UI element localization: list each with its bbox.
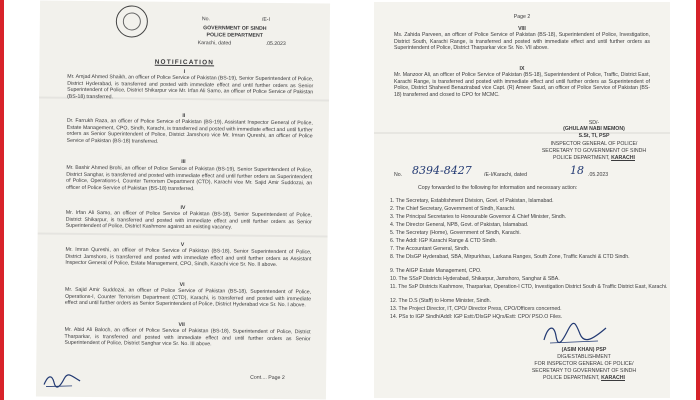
- left-red-border: [0, 0, 4, 400]
- signatory-place: KARACHI: [611, 155, 635, 161]
- place-date: Karachi, dated: [197, 40, 232, 47]
- item-number: VI: [179, 281, 185, 289]
- recipient-item: 7. The Accountant General, Sindh.: [390, 246, 470, 252]
- paper-fold: [38, 232, 328, 237]
- item-text: Dr. Farrukh Raza, an officer of Police Service of Pakistan (BS-19), Assistant Inspector General of Police, Estate Management, CPO, Sindh, Karachi, is transferred and posted with immediate effect and until further orders as Senior Superintendent of Police, District Jamshoro vice Mr. Imran Qureshi, an officer of Police Service of Pakistan (BS-18) transferred.: [66, 117, 313, 145]
- recipient-item: 8. The DIsGP Hyderabad, SBA, Mirpurkhas, Larkana Ranges, South Zone, Traffic Karachi & CTD Sindh.: [390, 254, 630, 260]
- item-text: Mr. Imran Qureshi, an officer of Police Service of Pakistan (BS-18), Senior Superintendent of Police, District Jamshoro, is transferred and posted with immediate effect and until further orders as Assistant Inspector General of Police, Estate Management, CPO, Sindh, Karachi vice Sr. No. II above.: [65, 246, 312, 269]
- signatory-dept: POLICE DEPARTMENT,: [553, 155, 612, 161]
- signatory-title-1: INSPECTOR GENERAL OF POLICE/: [550, 141, 638, 147]
- ref-no-label: No.: [201, 16, 211, 23]
- signature-title-1: DIG/ESTABLISHMENT: [557, 354, 611, 360]
- recipient-item: 1. The Secretary, Establishment Division, Govt. of Pakistan, Islamabad.: [390, 198, 554, 204]
- signature-place: KARACHI: [601, 375, 625, 381]
- continued-note: Cont.... Page 2: [250, 374, 285, 382]
- copy-intro: Copy forwarded to the following for information and necessary action:: [418, 185, 578, 191]
- item-text: Mr. Bashir Ahmed Brohi, an officer of Police Service of Pakistan (BS-19), Senior Superintendent of Police, District Sanghar, is transferred and posted with immediate effect and until further orders as Superintendent of Police, Operations-I, Counter Terrorism Department (CTD), Karachi vice Mr. Sajid Amir Suddozai, an officer of Police Service of Pakistan (BS-18) transferred.: [66, 164, 313, 192]
- item-text: Ms. Zahida Parveen, an officer of Police Service of Pakistan (BS-18), Superintendent of Police, Investigation, District South, Karachi Range, is transferred and posted with immediate effect and until further orders as Superintendent of Police, District Tharparkar vice Sr. No. VII above.: [394, 32, 650, 52]
- handwritten-initials-signature: [42, 371, 82, 389]
- item-number: V: [180, 241, 185, 249]
- signature-title-2: FOR INSPECTOR GENERAL OF POLICE/: [534, 361, 634, 367]
- recipient-item: 10. The SSsP Districts Hyderabad, Shikarpur, Jamshoro, Sanghar & SBA.: [390, 276, 560, 282]
- place-date-suffix: .05.2023: [265, 40, 286, 48]
- item-number: VII: [178, 321, 185, 329]
- signed-marker: SD/-: [588, 120, 600, 126]
- number-line-middle: /E-I/Karachi, dated: [484, 172, 527, 178]
- document-title: NOTIFICATION: [154, 58, 215, 67]
- org-line-1: GOVERNMENT OF SINDH: [203, 25, 267, 32]
- signature-title-4: [504, 375, 664, 382]
- item-number: IV: [180, 204, 186, 212]
- item-number: IX: [519, 66, 525, 72]
- recipient-item: 9. The AIGP Estate Management, CPO.: [390, 268, 482, 274]
- recipient-item: 6. The Addl: IGP Karachi Range & CTD Sindh.: [390, 238, 497, 244]
- item-text: Mr. Irfan Ali Samo, an officer of Police Service of Pakistan (BS-18), Senior Superintendent of Police, District Shikarpur, is transferred and posted with immediate effect and until further orders as Senior Superintendent of Police, District Kashmore against an existing vacancy.: [65, 209, 312, 231]
- recipient-item: 3. The Principal Secretaries to Honourable Governor & Chief Minister, Sindh.: [390, 214, 567, 220]
- handwritten-day: 18: [570, 164, 584, 177]
- recipient-item: 5. The Secretary (Home), Government of Sindh, Karachi.: [390, 230, 521, 236]
- recipient-item: 12. The D.S (Staff) to Home Minister, Sindh.: [390, 298, 492, 304]
- item-text: Mr. Sajid Amir Suddozai, an officer of Police Service of Pakistan (BS-18), Superintendent of Police, Operations-I, Counter Terrorism Department (CTD), Karachi, is transferred and posted with immediate effect and until further orders as Senior Superintendent of Police, District Hyderabad vice Sr. No. I above.: [64, 286, 312, 309]
- recipient-item: 14. PSs to IGP Sindh/Addl: IGP Estt:/DIsGP HQrs/Estt: CPO/ PSO.O Files.: [390, 314, 563, 320]
- recipient-item: 4. The Director General, NPB, Govt. of Pakistan, Islamabad.: [390, 222, 529, 228]
- signature-dept: POLICE DEPARTMENT,: [543, 375, 602, 381]
- signatory-name: (GHULAM NABI MEMON): [563, 126, 625, 132]
- right-red-border: [696, 0, 700, 400]
- handwritten-signature: [540, 320, 610, 346]
- number-label: No.: [394, 172, 403, 178]
- item-number: III: [181, 158, 186, 166]
- handwritten-dispatch-number: 8394-8427: [412, 164, 472, 177]
- item-text: Mr. Amjad Ahmed Shaikh, an officer of Police Service of Pakistan (BS-19), Senior Superintendent of Police, District Hyderabad, is transferred and posted with immediate effect and until further orders as Senior Superintendent of Police, District Shikarpur vice Mr. Irfan Ali Samo, an officer of Police Service of Pakistan (BS-18) transferred.: [67, 73, 314, 101]
- page-number: Page 2: [513, 14, 531, 20]
- org-line-2: POLICE DEPARTMENT: [206, 32, 263, 39]
- government-seal-icon: [116, 5, 148, 37]
- ref-no-suffix: /E-I: [261, 16, 271, 23]
- recipient-item: 11. The SsP Districts Kashmore, Tharparkar, Operation-I CTD, Investigation District South & Traffic District East, Karachi.: [390, 284, 668, 290]
- item-number: II: [182, 112, 186, 120]
- notification-page-1: [36, 0, 330, 399]
- item-text: Mr. Abid Ali Baloch, an officer of Police Service of Pakistan (BS-18), Superintendent of Police, District Tharparkar, is transferred and posted with immediate effect and until further orders as Senior Superintendent of Police, District Sanghar vice Sr. No. III above.: [64, 326, 311, 348]
- item-number: VIII: [518, 26, 526, 32]
- item-number: I: [183, 68, 186, 76]
- number-date-suffix: .05.2023: [588, 172, 609, 178]
- signature-name: (ASIM KHAN) PSP: [561, 347, 607, 353]
- recipient-item: 13. The Project Director, IT, CPO/ Director Press, CPO/Officers concerned.: [390, 306, 562, 312]
- signatory-title-3: [524, 155, 664, 162]
- item-text: Mr. Manzoor Ali, an officer of Police Service of Pakistan (BS-18), Superintendent of Police, Traffic, District East, Karachi Range, is transferred and posted with immediate effect and until further orders as Superintendent of Police, District Shaheed Benazirabad vice Capt. (R) Ameer Saud, an officer of Police Service of Pakistan (BS-18) transferred and closed to CPO for MCMC.: [394, 72, 650, 98]
- recipient-item: 2. The Chief Secretary, Government of Sindh, Karachi.: [390, 206, 516, 212]
- notification-page-2: [374, 2, 670, 398]
- signature-title-3: SECRETARY TO GOVERNMENT OF SINDH: [531, 368, 637, 374]
- signatory-honours: S.St, TI, PSP: [578, 133, 610, 139]
- signatory-title-2: SECRETARY TO GOVERNMENT OF SINDH: [541, 148, 647, 154]
